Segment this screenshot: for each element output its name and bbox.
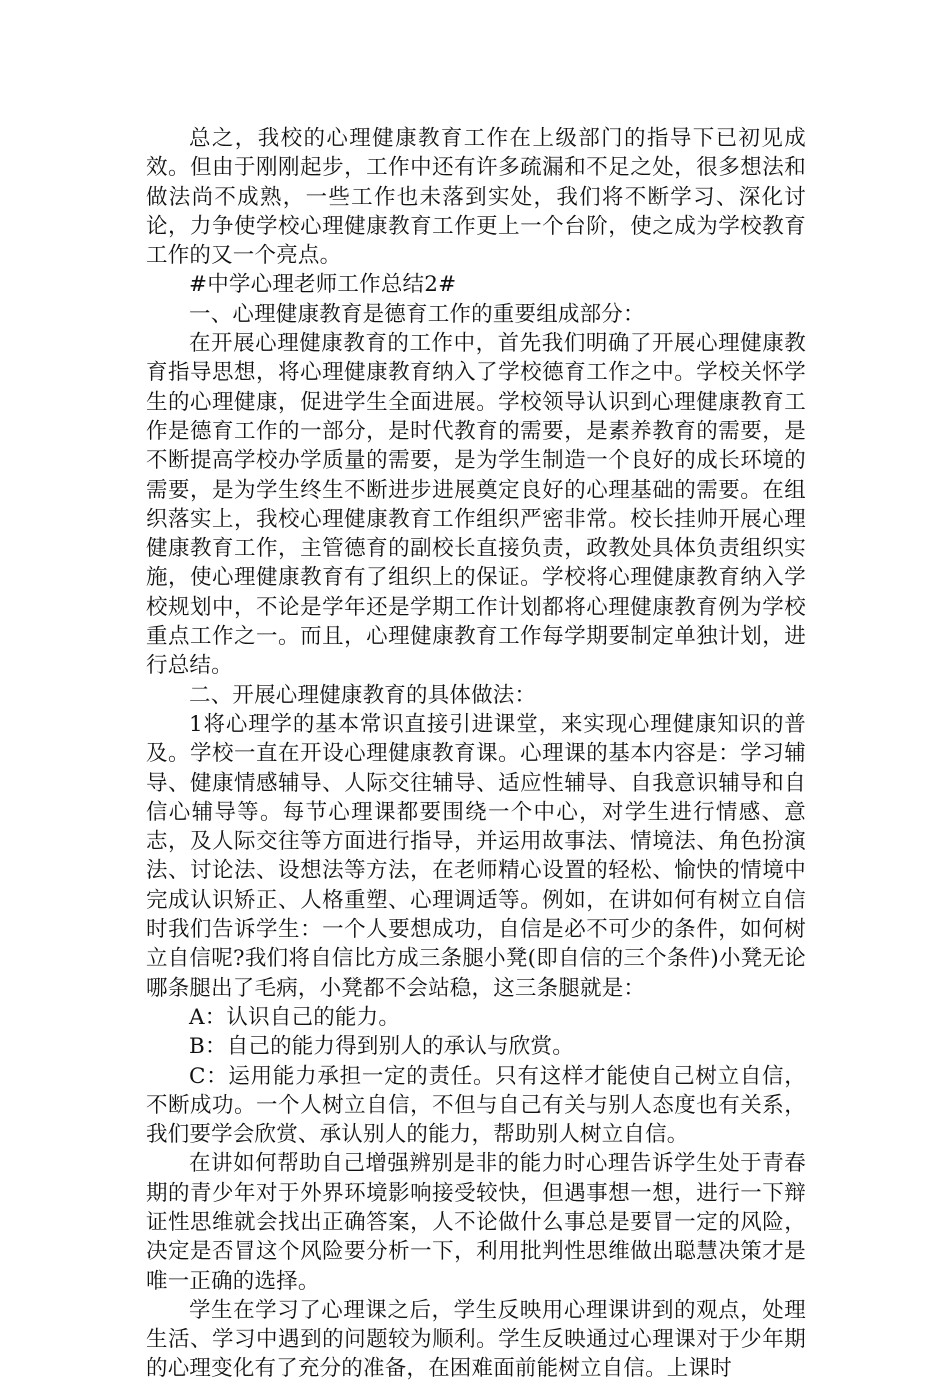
paragraph-conclusion: 总之，我校的心理健康教育工作在上级部门的指导下已初见成效。但由于刚刚起步，工作中还有许多疏漏和不足之处，很多想法和做法尚不成熟，一些工作也未落到实处，我们将不断学习、深化讨论，力争使学校心理健康教育工作更上一个台阶，使之成为学校教育工作的又一个亮点。 [146, 126, 806, 269]
paragraph-part-one-body: 在开展心理健康教育的工作中，首先我们明确了开展心理健康教育指导思想，将心理健康教育纳入了学校德育工作之中。学校关怀学生的心理健康，促进学生全面进展。学校领导认识到心理健康教育工作是德育工作的一部分，是时代教育的需要，是素养教育的需要，是不断提高学校办学质量的需要，是为学生制造一个良好的成长环境的需要，是为学生终生不断进步进展奠定良好的心理基础的需要。在组织落实上，我校心理健康教育工作组织严密非常。校长挂帅开展心理健康教育工作，主管德育的副校长直接负责，政教处具体负责组织实施，使心理健康教育有了组织上的保证。学校将心理健康教育纳入学校规划中，不论是学年还是学期工作计划都将心理健康教育例为学校重点工作之一。而且，心理健康教育工作每学期要制定单独计划，进行总结。 [146, 331, 806, 679]
paragraph-method-one: 1将心理学的基本常识直接引进课堂，来实现心理健康知识的普及。学校一直在开设心理健康教育课。心理课的基本内容是：学习辅导、健康情感辅导、人际交往辅导、适应性辅导、自我意识辅导和自信心辅导等。每节心理课都要围绕一个中心，对学生进行情感、意志，及人际交往等方面进行指导，并运用故事法、情境法、角色扮演法、讨论法、设想法等方法，在老师精心设置的轻松、愉快的情境中完成认识矫正、人格重塑、心理调适等。例如，在讲如何有树立自信时我们告诉学生：一个人要想成功，自信是必不可少的条件，如何树立自信呢?我们将自信比方成三条腿小凳(即自信的三个条件)小凳无论哪条腿出了毛病，小凳都不会站稳，这三条腿就是： [146, 711, 806, 1001]
heading-part-two: 二、开展心理健康教育的具体做法： [189, 682, 537, 708]
section-title: #中学心理老师工作总结2# [189, 272, 457, 298]
document-page [146, 124, 806, 1384]
heading-part-one: 一、心理健康教育是德育工作的重要组成部分： [189, 301, 645, 327]
list-item-b: B：自己的能力得到别人的承认与欣赏。 [189, 1034, 574, 1060]
list-item-c: C：运用能力承担一定的责任。只有这样才能使自己树立自信，不断成功。一个人树立自信，不但与自己有关与别人态度也有关系，我们要学会欣赏、承认别人的能力，帮助别人树立自信。 [146, 1063, 806, 1148]
paragraph-feedback: 学生在学习了心理课之后，学生反映用心理课讲到的观点，处理生活、学习中遇到的问题较为顺利。学生反映通过心理课对于少年期的心理变化有了充分的准备，在困难面前能树立自信。上课时 [146, 1297, 806, 1382]
paragraph-judgment: 在讲如何帮助自己增强辨别是非的能力时心理告诉学生处于青春期的青少年对于外界环境影响接受较快，但遇事想一想，进行一下辩证性思维就会找出正确答案，人不论做什么事总是要冒一定的风险，决定是否冒这个风险要分析一下，利用批判性思维做出聪慧决策才是唯一正确的选择。 [146, 1151, 806, 1294]
list-item-a: A：认识自己的能力。 [189, 1004, 401, 1030]
